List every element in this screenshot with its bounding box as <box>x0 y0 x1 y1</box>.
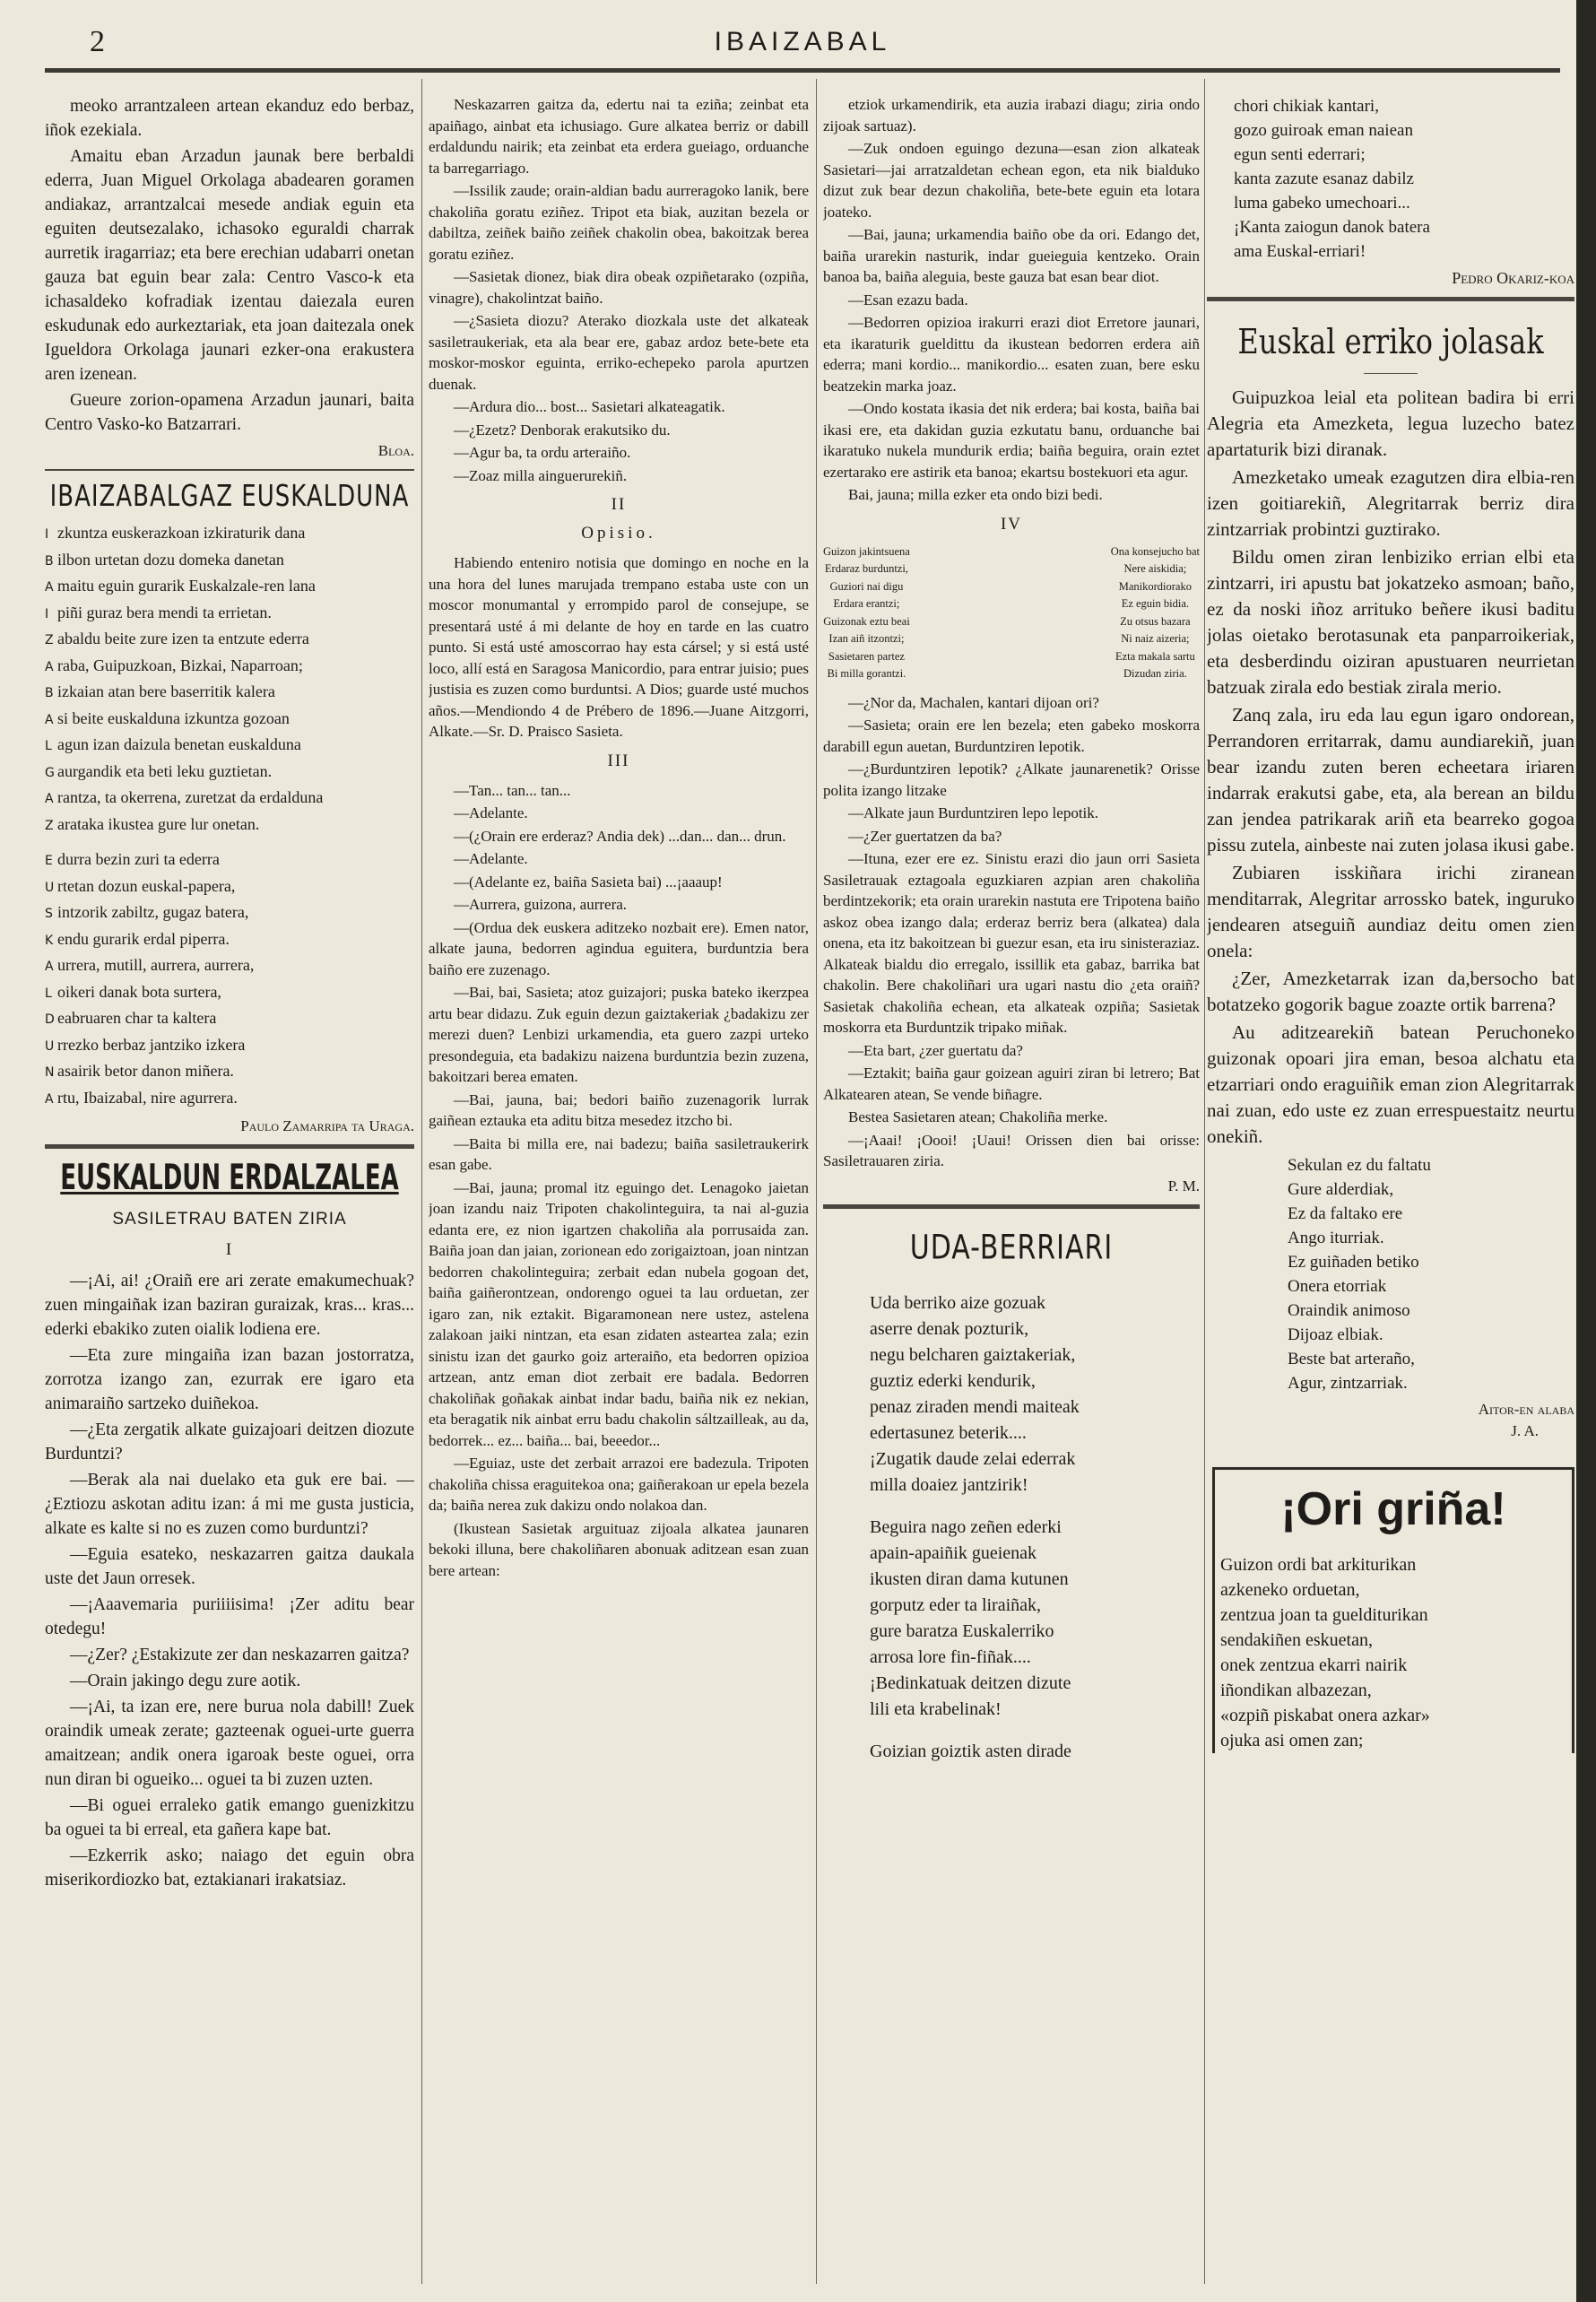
section-rule <box>823 1204 1200 1209</box>
paragraph: —Berak ala nai duelako eta guk ere bai. —¿Eztiozu askotan aditu izan: á mi me gusta justicia, alkate es kalte si no es zuzen como burduntzi? <box>45 1471 414 1538</box>
acrostic-line <box>45 786 414 812</box>
verse-line: gure baratza Euskalerriko <box>870 1620 1054 1641</box>
paragraph: —¿Nor da, Machalen, kantari dijoan ori? <box>848 693 1099 711</box>
paragraph: —Alkate jaun Burduntziren lepo lepotik. <box>848 804 1099 821</box>
paragraph: —¿Burduntziren lepotik? ¿Alkate jaunarenetik? Orisse polita izango litzake <box>823 760 1200 799</box>
paragraph: —(Adelante ez, baiña Sasieta bai) ...¡aaaup! <box>454 873 723 890</box>
column-1 <box>45 94 414 2275</box>
paragraph: —¿Ezetz? Denborak erakutsiko du. <box>454 421 671 439</box>
acrostic-letter: U <box>45 1038 55 1054</box>
paragraph: —Agur ba, ta ordu arteraiño. <box>454 444 631 461</box>
verse-line: Guziori nai digu <box>829 579 904 593</box>
paragraph: —Bai, jauna; urkamendia baiño obe da ori. Edango det, baiña urarekin nasturik, indar gueieguia kentzeko. Orain banoa ba, baiña aleguia, beste gauza bat esan bear diot. <box>823 226 1200 285</box>
acrostic-text: eabruaren char ta kaltera <box>57 1009 217 1027</box>
acrostic-letter: B <box>45 553 54 569</box>
column-divider <box>421 79 422 2284</box>
paragraph: —¿Zer? ¿Estakizute zer dan neskazarren gaitza? <box>70 1646 410 1664</box>
column-divider <box>816 79 817 2284</box>
verse-line: Nere aiskidia; <box>1123 562 1187 575</box>
section-rule <box>45 469 414 471</box>
section-number: II <box>611 495 627 514</box>
acrostic-text: urrera, mutill, aurrera, aurrera, <box>57 956 255 974</box>
verse-line: ¡Zugatik daude zelai ederrak <box>870 1448 1076 1469</box>
acrostic-text: izkaian atan bere baserritik kalera <box>57 682 275 700</box>
acrostic-text: zkuntza euskerazkoan izkiraturik dana <box>57 524 306 542</box>
verse-line: Onera etorriak <box>1288 1277 1387 1296</box>
paragraph: —Baita bi milla ere, nai badezu; baiña sasiletraukerirk esan gabe. <box>429 1134 809 1173</box>
verse-line: arrosa lore fin-fiñak.... <box>870 1646 1031 1667</box>
paragraph: —Adelante. <box>454 850 528 867</box>
poem-jolasak <box>1207 1153 1574 1395</box>
masthead-rule <box>45 68 1560 73</box>
verse-left <box>823 543 910 683</box>
stanza <box>870 1739 1200 1765</box>
acrostic-line <box>45 760 414 786</box>
acrostic-text: ilbon urtetan dozu domeka danetan <box>57 550 284 569</box>
acrostic-letter: I <box>45 527 49 542</box>
two-column-verse <box>823 543 1200 683</box>
section-rule <box>1207 297 1574 301</box>
verse-line: Izan aiñ itzontzi; <box>828 632 905 645</box>
verse-right <box>1111 543 1200 683</box>
paragraph: —Esan ezazu bada. <box>848 291 968 308</box>
paragraph: —Issilik zaude; orain-aldian badu aurreragoko lanik, bere chakoliña goratu eziñez. Tripot eta biak, auzitan bezela or dabiltza, zeiñek baiño zeiñek chakolin obea, bakoitzak berea goratu eziñez. <box>429 182 809 263</box>
paragraph: —Eta zure mingaiña izan bazan jostorratza, zorrotza izango zan, ezurrak ere igaro eta animaraiño sartzeko duiñekoa. <box>45 1346 414 1413</box>
paragraph: —¡Aaai! ¡Oooi! ¡Uaui! Orissen dien bai orisse: Sasiletrauaren ziria. <box>823 1131 1200 1169</box>
acrostic-poem-1 <box>45 521 414 838</box>
verse-line: ojuka asi omen zan; <box>1220 1731 1364 1750</box>
acrostic-letter: B <box>45 686 54 700</box>
verse-line: ama Euskal-erriari! <box>1234 242 1366 261</box>
acrostic-letter: I <box>45 606 49 621</box>
acrostic-text: agun izan daizula benetan euskalduna <box>57 735 301 753</box>
signature-aitor: Aitor-en alaba <box>1478 1401 1574 1418</box>
paragraph: Bildu omen ziran lenbiziko errian elbi eta zintzarri, iri apustu bat jokatzeko asmoan; baño, ez da noski iñoz arrituko beñere ikusi baditu jolas oietako berotasunak eta panparroikeriak, eta desberdindu oiziran apustuaren neurrietan batzuak zirala edo bestiak zirala merio. <box>1207 546 1574 698</box>
verse-line: apain-apaiñik gueienak <box>870 1542 1037 1563</box>
verse-line: Dizudan ziria. <box>1123 667 1187 680</box>
verse-line: aserre denak pozturik, <box>870 1318 1029 1339</box>
acrostic-letter: Z <box>45 818 54 833</box>
acrostic-text: piñi guraz bera mendi ta errietan. <box>57 603 272 621</box>
acrostic-text: rtetan dozun euskal-papera, <box>57 876 236 895</box>
verse-line: onek zentzua ekarri nairik <box>1220 1655 1408 1675</box>
acrostic-line <box>45 680 414 707</box>
acrostic-text: endu gurarik erdal piperra. <box>57 929 230 948</box>
acrostic-text: rtu, Ibaizabal, nire agurrera. <box>57 1088 238 1107</box>
article-title-euskal-erriko-jolasak: Euskal erriko jolasak <box>1237 321 1544 362</box>
acrostic-line <box>45 1033 414 1060</box>
paragraph: —Zuk ondoen eguingo dezuna—esan zion alkateak Sasietari—jai arratzaldetan echean egon, eta nik bialduko dizut zuk bear dezun chakoliña, bete-bete eguin eta lotara joateko. <box>823 140 1200 221</box>
signature-ja: J. A. <box>1511 1422 1539 1439</box>
acrostic-line <box>45 900 414 927</box>
paragraph: —Sasietak dionez, biak dira obeak ozpiñetarako (ozpiña, vinagre), chakolintzat baiño. <box>429 268 809 307</box>
paragraph: —(¿Orain ere erderaz? Andia dek) ...dan... dan... drun. <box>454 827 786 845</box>
verse-line: Ni naiz aizeria; <box>1121 632 1190 645</box>
acrostic-line <box>45 574 414 601</box>
acrostic-letter: E <box>45 854 53 868</box>
verse-line: ¡Kanta zaiogun danok batera <box>1234 218 1430 237</box>
paragraph: Bai, jauna; milla ezker eta ondo bizi bedi. <box>848 486 1103 503</box>
acrostic-poem-2 <box>45 847 414 1112</box>
paragraph: (Ikustean Sasietak arguituaz zijoala alkatea jaunaren bekoki illuna, bere chakoliñaren abonuak aditzean esan zuan bere artean: <box>429 1519 809 1579</box>
acrostic-line <box>45 847 414 874</box>
poem-ending <box>1207 94 1574 264</box>
acrostic-line <box>45 812 414 839</box>
poem-title-uda-berriari: UDA-BERRIARI <box>909 1228 1114 1267</box>
paragraph: meoko arrantzaleen artean ekanduz edo berbaz, iñok ezekiala. <box>45 97 414 140</box>
verse-line: sendakiñen eskuetan, <box>1220 1630 1373 1650</box>
paragraph: —¡Aaavemaria puriiiisima! ¡Zer aditu bear otedegu! <box>45 1595 414 1638</box>
signature-okariz: Pedro Okariz-koa <box>1452 269 1574 287</box>
article-title-euskaldun-erdalzalea: EUSKALDUN ERDALZALEA <box>60 1158 399 1199</box>
section-number: I <box>225 1240 234 1259</box>
acrostic-letter: A <box>45 960 54 974</box>
acrostic-text: si beite euskalduna izkuntza gozoan <box>57 708 290 727</box>
paragraph: —Bi oguei erraleko gatik emango guenizkitzu ba oguei ta bi erreal, eta gañera kape bat. <box>45 1796 414 1839</box>
acrostic-letter: K <box>45 933 54 948</box>
paragraph: —Eguiaz, uste det zerbait arrazoi ere badezula. Tripoten chakoliña chissa eraguitekoa ona; gaiñerakoan ur epela bezela da; baiña nerea zuk dakizu ondo nolakoa dan. <box>429 1455 809 1514</box>
verse-line: kanta zazute esanaz dabilz <box>1234 169 1414 188</box>
verse-line: azkeneko orduetan, <box>1220 1580 1360 1600</box>
verse-line: chori chikiak kantari, <box>1234 97 1379 116</box>
verse-line: Guizonak eztu beai <box>823 614 910 628</box>
verse-line: penaz ziraden mendi maiteak <box>870 1396 1080 1417</box>
paragraph: etziok urkamendirik, eta auzia irabazi diagu; ziria ondo zijoak sartuaz). <box>823 96 1200 135</box>
paragraph: —¡Ai, ta izan ere, nere burua nola dabill! Zuek oraindik umeak zerate; gazteenak oguei-urte guerra amaitzean; andik onera igaroak beste oguei, orra nun diran bi ogueiko... oguei ta bi zuzen uzten. <box>45 1698 414 1789</box>
article-subtitle: SASILETRAU BATEN ZIRIA <box>112 1210 347 1229</box>
paragraph: Au aditzearekiñ batean Peruchoneko guizonak opoari jira eman, besoa alchatu eta etzarriari ondo eraguiñik eman zion Alegritarrak nai zuan, edo uste ez zuan errespuestaitz neurtu onekiñ. <box>1207 1021 1574 1147</box>
verse-line: gorputz eder ta liraiñak, <box>870 1594 1042 1615</box>
newspaper-title: IBAIZABAL <box>714 27 891 56</box>
ori-grina-poem <box>1220 1552 1566 1753</box>
paragraph: Gueure zorion-opamena Arzadun jaunari, baita Centro Vasko-ko Batzarrari. <box>45 391 414 434</box>
acrostic-line <box>45 1006 414 1033</box>
verse-line: Bi milla gorantzi. <box>827 667 906 680</box>
verse-line: Ezta makala sartu <box>1115 649 1195 663</box>
ori-grina-title: ¡Ori griña! <box>1280 1483 1506 1535</box>
verse-line: milla doaiez jantzirik! <box>870 1474 1028 1495</box>
paragraph: —Eta bart, ¿zer guertatu da? <box>848 1041 1023 1059</box>
acrostic-letter: N <box>45 1065 55 1080</box>
acrostic-text: abaldu beite zure izen ta entzute ederra <box>57 630 309 647</box>
verse-line: Erdaraz burduntzi, <box>824 562 908 575</box>
paragraph: —Aurrera, guizona, aurrera. <box>454 896 628 913</box>
column-divider <box>1204 79 1205 2284</box>
column-2 <box>429 94 809 2275</box>
verse-line: lili eta krabelinak! <box>870 1698 1002 1719</box>
acrostic-letter: A <box>45 712 54 727</box>
acrostic-line <box>45 874 414 901</box>
acrostic-letter: D <box>45 1012 55 1027</box>
column-3 <box>823 94 1200 2275</box>
acrostic-line <box>45 1086 414 1113</box>
verse-line: zentzua joan ta guelditurikan <box>1220 1605 1428 1625</box>
acrostic-line <box>45 1059 414 1086</box>
verse-line: egun senti ederrari; <box>1234 145 1366 164</box>
acrostic-line <box>45 927 414 954</box>
verse-line: guztiz ederki kendurik, <box>870 1370 1036 1391</box>
verse-line: Manikordiorako <box>1118 579 1192 593</box>
signature-zamarripa: Paulo Zamarripa ta Uraga. <box>240 1117 414 1134</box>
verse-line: Erdara erantzi; <box>833 597 900 610</box>
paragraph: Guipuzkoa leial eta politean badira bi erri Alegria eta Amezketa, legua luzecho batez apartaturik bizi diranak. <box>1207 387 1574 460</box>
verse-line: Gure alderdiak, <box>1288 1180 1394 1199</box>
paragraph: —¿Sasieta diozu? Aterako diozkala uste det alkateak sasiletraukeriak, eta ala bear ere, gabaz ardoz bete-bete eta moskor-moskor eguinta, erriko-echepeko parola apurtzen duenak. <box>429 312 809 393</box>
acrostic-text: raba, Guipuzkoan, Bizkai, Naparroan; <box>57 656 303 674</box>
acrostic-line <box>45 654 414 681</box>
verse-line: Uda berriko aize gozuak <box>870 1292 1046 1313</box>
acrostic-text: rrezko berbaz jantziko izkera <box>57 1035 246 1054</box>
acrostic-text: aurgandik eta beti leku guztietan. <box>57 761 273 780</box>
paragraph: Neskazarren gaitza da, edertu nai ta eziña; zeinbat eta apaiñago, ainbat eta ichusiago. Gure alkatea berriz or dabill erdaldundu nairik; eta zeinbat eta erdera gueiago, orduanche ta barregarriago. <box>429 96 809 177</box>
signature-bloa: Bloa. <box>377 442 414 459</box>
paragraph: —Adelante. <box>454 804 528 821</box>
verse-line: Sasietaren partez <box>828 649 905 663</box>
column-4 <box>1207 94 1574 2275</box>
verse-line: «ozpiñ piskabat onera azkar» <box>1220 1706 1430 1725</box>
acrostic-line <box>45 980 414 1007</box>
acrostic-text: maitu eguin gurarik Euskalzale-ren lana <box>57 577 316 595</box>
section-number: III <box>607 751 630 770</box>
paragraph: —Ondo kostata ikasia det nik erdera; bai kosta, baiña bai ikasi ere, eta dakidan guzia ezkutatu banu, orduanche bai ikaratuko nukela mundurik erdia; baiña beguira, orain eztet ezertarako ere astirik eta banoa; ekartsu bostekuori eta agur. <box>823 400 1200 481</box>
acrostic-line <box>45 627 414 654</box>
acrostic-text: oikeri danak bota surtera, <box>57 982 221 1001</box>
paragraph: —Orain jakingo degu zure aotik. <box>70 1672 301 1690</box>
acrostic-letter: A <box>45 1091 54 1107</box>
paragraph: —Eguia esateko, neskazarren gaitza daukala uste det Jaun orresek. <box>45 1545 414 1588</box>
paragraph: Amezketako umeak ezagutzen dira elbia-ren izen goitiarekiñ, Alegritarrak berriz dira zintzarriak probintzi guztirako. <box>1207 466 1574 540</box>
paragraph: —Tan... tan... tan... <box>454 781 571 799</box>
paragraph: —Bai, jauna, bai; bedori baiño zuzenagorik lurrak gaiñean eztauka eta aditu bitza mesedez itzcho bi. <box>429 1090 809 1129</box>
verse-line: Ona konsejucho bat <box>1110 544 1200 558</box>
acrostic-text: intzorik zabiltz, gugaz batera, <box>57 903 249 921</box>
masthead <box>45 25 1560 68</box>
acrostic-line <box>45 707 414 734</box>
paragraph: —¿Zer guertatzen da ba? <box>848 827 1002 845</box>
acrostic-letter: L <box>45 986 52 1001</box>
verse-line: Guizon jakintsuena <box>823 544 910 558</box>
poem-uda-berriari <box>823 1290 1200 1765</box>
acrostic-letter: A <box>45 792 54 806</box>
acrostic-line <box>45 953 414 980</box>
acrostic-letter: A <box>45 580 54 595</box>
paragraph: —(Ordua dek euskera aditzeko nozbait ere). Emen nator, alkate jauna, bedorren agindua eguitera, burduntzia bera baiño ere zuzenago. <box>429 918 809 978</box>
acrostic-letter: U <box>45 880 55 895</box>
paragraph: —Bai, bai, Sasieta; atoz guizajori; puska bateko ikerzpea artu bear didazu. Zuk eguin dezun gaiztakeriak ¿badakizu zer merezi duen? Lenbizi urkamendia, eta guero zazpi urteko presondeguia, eta badakizu naizena burduntzia bezin zuzena, bakoitzari berea ematen. <box>429 984 809 1085</box>
verse-line: Ez guiñaden betiko <box>1288 1253 1419 1272</box>
acrostic-text: asairik betor danon miñera. <box>57 1062 234 1080</box>
stanza <box>870 1515 1200 1723</box>
acrostic-line <box>45 601 414 628</box>
verse-line: Zu otsus bazara <box>1120 614 1191 628</box>
verse-line: gozo guiroak eman naiean <box>1234 121 1413 140</box>
verse-line: Sekulan ez du faltatu <box>1288 1156 1431 1175</box>
section-title-opisio: Opisio. <box>581 524 656 543</box>
paragraph: Zanq zala, iru eda lau egun igaro ondorean, Perrandoren erritarrak, damu aundiarekiñ, juan bear izandu zuten beren echeetara iriaren indarrak erakutsi gabe, eta, ala berean an bildu zan jendea patrikarak ariñ eta bearreko gogoa pissu zutela, ainbeste nai zuten jolasa ikusi gabe. <box>1207 704 1574 856</box>
page-number: 2 <box>90 25 105 58</box>
verse-line: Guizon ordi bat arkiturikan <box>1220 1555 1417 1575</box>
paragraph: —Ezkerrik asko; naiago det eguin obra miserikordiozko bat, eztakianari irakatsiaz. <box>45 1846 414 1889</box>
paragraph: Zubiaren isskiñara irichi ziranean menditarrak, Alegritar arrossko batek, inguruko jendearen atseguiñ aundiaz deitu omen zien onela: <box>1207 862 1574 961</box>
acrostic-text: arataka ikustea gure lur onetan. <box>57 814 260 833</box>
verse-line: edertasunez beterik.... <box>870 1422 1027 1443</box>
letter-text: Habiendo enteniro notisia que domingo en noche en la una hora del lunes marujada trempano estaba uste con un moscor monumantal y errompido parol de consejupe, se presentará usté á mi delante de hoy en tarde en las cuatro punto. Si está usté amoscorrao hay esta cársel; y si está usté loco, allí está en Saragosa Manicordio, para entrar juisio; pues justisia es zuzen como burduntsi. A Dios; guarde usté muchos años.—Mendiondo 4 de Prébero de 1896.—Juane Aitzgorri, Alkate.—Sr. D. Praisco Sasieta. <box>429 554 809 740</box>
signature-pm: P. M. <box>1167 1177 1200 1194</box>
paragraph: —Bedorren opizioa irakurri erazi diot Erretore jaunari, eta ikaraturik gueldittu da ikustean bedorren erdera aiñ ederra; mani kordio... manikordio... esaten zuan, bere esku beatzekin marka joaz. <box>823 314 1200 395</box>
paragraph: —¡Ai, ai! ¿Oraiñ ere ari zerate emakumechuak? zuen mingaiñak izan baziran guraizak, kras... kras... ederki ebakiko zuten oialik lodiena ere. <box>45 1272 414 1339</box>
acrostic-text: rantza, ta okerrena, zuretzat da erdalduna <box>57 788 324 806</box>
verse-line: iñondikan albazezan, <box>1220 1681 1372 1700</box>
verse-line: ¡Bedinkatuak deitzen dizute <box>870 1672 1071 1693</box>
paragraph: ¿Zer, Amezketarrak izan da,bersocho bat botatzeko gogorik bague zoazte ortik barrena? <box>1207 968 1574 1015</box>
paragraph: —Ituna, ezer ere ez. Sinistu erazi dio jaun orri Sasieta Sasiletrauak eztagoala eguzkiaren azpian aren chakoliña berdintzekorik; eta orain urarekin nastuta ere Tripotena baiño askoz obea izango dala; erderaz berriz bera (alkatea) dala onena, eta itz bakoitzean bi guezur esan, eta iru sinisteraziaz. Alkateak bialdu dio erregalo, issillik eta gabaz, barrika bat chakolin. Bere chakoliñari ura ugari nastu dio ¿eta oraiñ? Sasietak chakoliña echean, eta alkateak ozpiña; Sasietak moskorra eta Burduntzik tripako miñak. <box>823 850 1200 1036</box>
verse-line: Beste bat arteraño, <box>1288 1350 1415 1368</box>
acrostic-letter: L <box>45 739 52 753</box>
verse-line: luma gabeko umechoari... <box>1234 194 1410 213</box>
verse-line: negu belcharen gaiztakeriak, <box>870 1344 1076 1365</box>
verse-line: Dijoaz elbiak. <box>1288 1325 1383 1344</box>
acrostic-letter: Z <box>45 633 54 647</box>
paragraph: —Bai, jauna; promal itz eguingo det. Lenagoko jaietan joan izandu naiz Tripoten chakolinteguira, ta nai al-guzia edanta ere, ez nion igartzen chakoliña ala porrusaida zan. Baiña joan dan jaian, zorionean edo zorigaiztoan, joan nintzan bedorren chakolinteguira; zerbait edan nubela gogoan det, baiña gaiñerontzean, ondorengo oguei ta lau orduetan, zer igaro zan, nik eztakit. Bigaramonean nere ustez, astelena zalakoan jaiki nintzan, eta esan zidaten astearteа zala; ezin sinistu izan det gaurko goiz arteraiño, eta bedorren opizioa artzean, antz eman diot zerbait ere badala. Bedorren chakoliñak goñakak ainbat indar badu, baiña nik ez nekian, eta beragatik nik ainbat erru badu chakolin sáltzaillеak, au da, bedorrek... ez... baiña... bai, beeedor... <box>429 1178 809 1449</box>
paragraph: —Eztakit; baiña gaur goizean aguiri ziran bi letrero; Bat Alkatearen atean, Se vende biñagre. <box>823 1064 1200 1103</box>
paragraph: —Zoaz milla ainguerurekiñ. <box>454 466 628 484</box>
paragraph: —Sasieta; orain ere len bezela; eten gabeko moskorra darabill egun auetan, Burduntziren lepotik. <box>823 717 1200 755</box>
verse-line: Beguira nago zeñen ederki <box>870 1516 1062 1537</box>
acrostic-letter: S <box>45 907 53 921</box>
paragraph: Bestea Sasietaren atean; Chakoliña merke. <box>848 1108 1108 1125</box>
verse-line: Ez da faltako ere <box>1288 1204 1403 1223</box>
acrostic-line <box>45 548 414 575</box>
acrostic-text: durra bezin zuri ta ederra <box>57 850 220 868</box>
verse-line: Agur, zintzarriak. <box>1288 1374 1408 1393</box>
paragraph: Amaitu eban Arzadun jaunak bere berbaldi ederra, Juan Miguel Orkolaga abadearen goramen andiakaz, arrantzalcai mesede andiak eguin eta eguiten deutsezalako, ichasoko eguraldi charrak aurretik iragarriaz; eta bere erechian udabarri onetan gauza bat eguin bear zala: Centro Vasco-k eta ichasaldeko kofradiak izentau daiezala euren eskudunak edo aurkeztariak, eta joan daitezala onek Igueldora Orkolaga jaunari ezker-ona erakustera aren izenean. <box>45 147 414 384</box>
paragraph: —¿Eta zergatik alkate guizajoari deitzen diozute Burduntzi? <box>45 1420 414 1464</box>
section-number: IV <box>1000 514 1023 534</box>
verse-line: Ez eguin bidia. <box>1121 597 1190 610</box>
section-rule <box>45 1144 414 1149</box>
acrostic-line <box>45 733 414 760</box>
verse-line: Ango iturriak. <box>1288 1229 1384 1247</box>
acrostic-letter: A <box>45 659 54 674</box>
page-edge <box>1576 0 1596 2302</box>
title-underline <box>1364 373 1418 374</box>
paragraph: —Ardura dio... bost... Sasietari alkateagatik. <box>454 398 725 415</box>
verse-line: Goizian goiztik asten dirade <box>870 1741 1071 1761</box>
ori-grina-box <box>1212 1467 1574 1753</box>
acrostic-line <box>45 521 414 548</box>
stanza <box>870 1290 1200 1498</box>
acrostic-letter: G <box>45 765 55 780</box>
verse-line: ikusten diran dama kutunen <box>870 1568 1069 1589</box>
article-title-ibaizabalgaz: IBAIZABALGAZ EUSKALDUNA <box>49 480 410 514</box>
verse-line: Oraindik animoso <box>1288 1301 1410 1320</box>
